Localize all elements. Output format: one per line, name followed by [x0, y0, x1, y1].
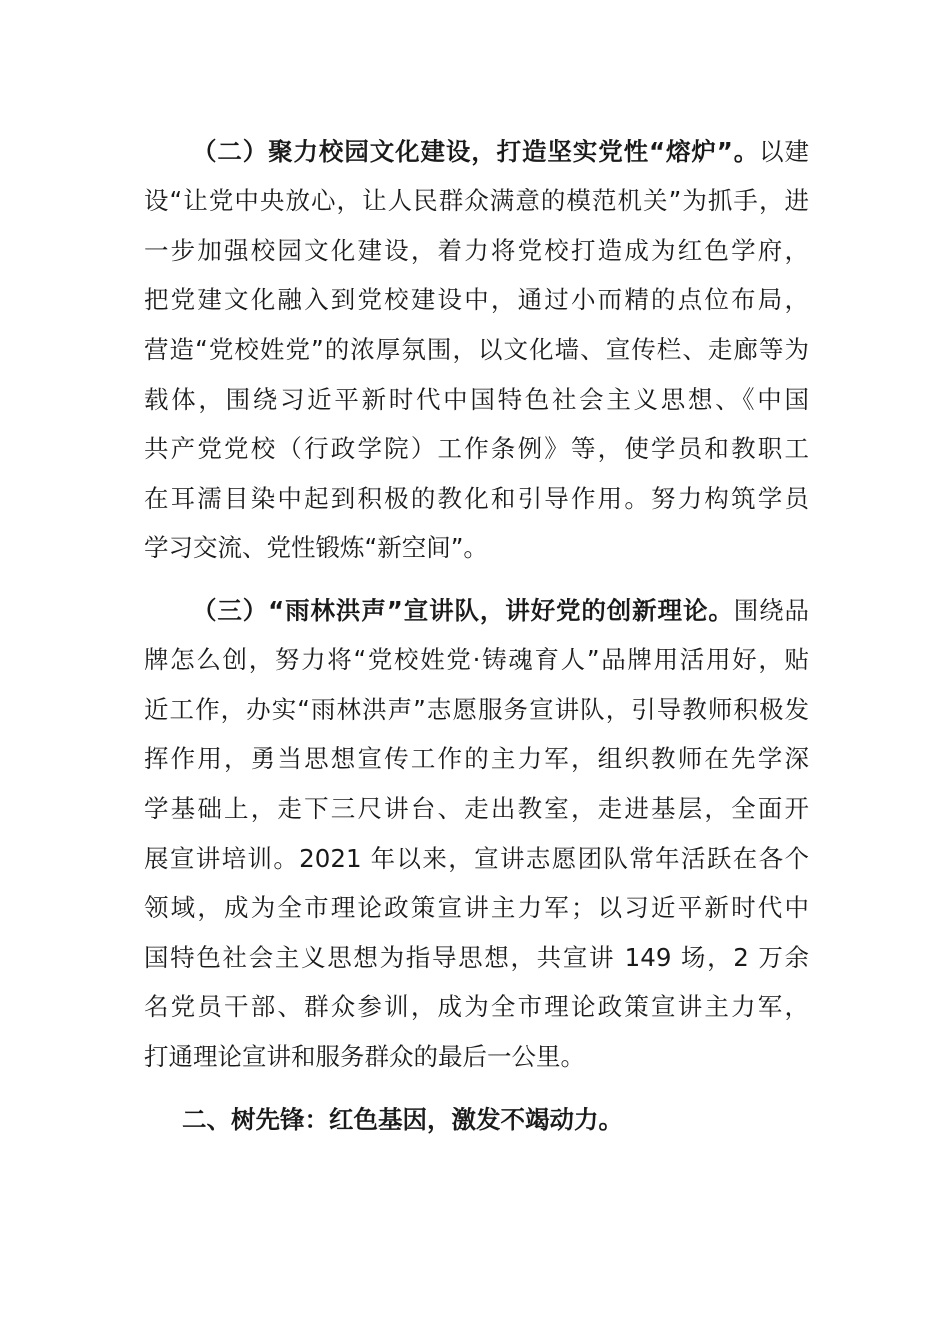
section-2-first-line — [192, 132, 809, 172]
paragraph-line: 共产党党校（行政学院）工作条例》等，使学员和教职工 — [144, 434, 809, 463]
section-2-lead-rest: 以建 — [759, 137, 810, 166]
section-3-lead-rest: 围绕品 — [733, 596, 810, 625]
paragraph-line: 在耳濡目染中起到积极的教化和引导作用。努力构筑学员 — [144, 484, 809, 513]
paragraph-line: 打通理论宣讲和服务群众的最后一公里。 — [144, 1042, 585, 1071]
paragraph-line: 学习交流、党性锻炼“新空间”。 — [144, 533, 488, 562]
section-heading: 二、树先锋：红色基因，激发不竭动力。 — [182, 1105, 623, 1134]
paragraph-line: 设“让党中央放心，让人民群众满意的模范机关”为抓手，进 — [144, 186, 809, 215]
paragraph-line: 载体，围绕习近平新时代中国特色社会主义思想、《中国 — [144, 385, 809, 414]
paragraph-line: 牌怎么创，努力将“党校姓党·铸魂育人”品牌用活用好，贴 — [144, 645, 809, 674]
paragraph-line: 近工作，办实“雨林洪声”志愿服务宣讲队，引导教师积极发 — [144, 695, 809, 724]
paragraph-line: 展宣讲培训。2021 年以来，宣讲志愿团队常年活跃在各个 — [144, 844, 809, 873]
paragraph-line: 学基础上，走下三尺讲台、走出教室，走进基层，全面开 — [144, 794, 809, 823]
paragraph-line: 挥作用，勇当思想宣传工作的主力军，组织教师在先学深 — [144, 744, 809, 773]
section-3-first-line — [192, 591, 809, 631]
paragraph-line: 一步加强校园文化建设，着力将党校打造成为红色学府， — [144, 236, 809, 265]
paragraph-line: 营造“党校姓党”的浓厚氛围，以文化墙、宣传栏、走廊等为 — [144, 335, 809, 364]
section-3-lead-bold: （三）“雨林洪声”宣讲队，讲好党的创新理论。 — [192, 596, 734, 625]
paragraph-line: 名党员干部、群众参训，成为全市理论政策宣讲主力军， — [144, 992, 809, 1021]
paragraph-line: 领域，成为全市理论政策宣讲主力军；以习近平新时代中 — [144, 893, 809, 922]
paragraph-line: 把党建文化融入到党校建设中，通过小而精的点位布局， — [144, 285, 809, 314]
paragraph-line: 国特色社会主义思想为指导思想，共宣讲 149 场，2 万余 — [144, 943, 809, 972]
section-2-lead-bold: （二）聚力校园文化建设，打造坚实党性“熔炉”。 — [192, 137, 760, 166]
